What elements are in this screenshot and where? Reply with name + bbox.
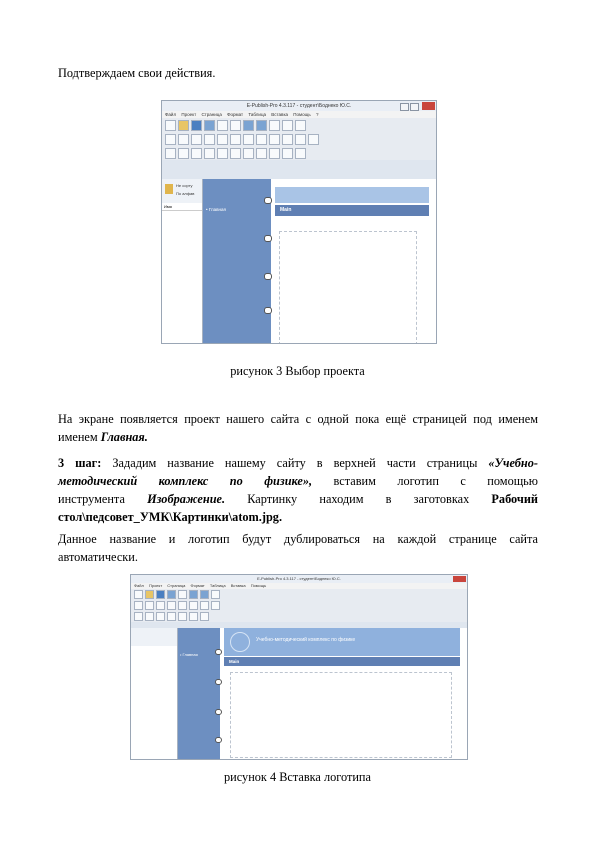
- settings-icon[interactable]: [217, 120, 228, 131]
- menu-help[interactable]: Помощь: [250, 583, 267, 588]
- tool-icon[interactable]: [230, 120, 241, 131]
- cut-icon[interactable]: [156, 601, 165, 610]
- line-icon[interactable]: [189, 612, 198, 621]
- toolbar-row-3: [131, 611, 467, 622]
- figure-caption-3: рисунок 3 Выбор проекта: [230, 364, 365, 378]
- add-page-icon[interactable]: [243, 120, 254, 131]
- brush-icon[interactable]: [243, 134, 254, 145]
- binder-ring: [215, 737, 222, 743]
- content-area[interactable]: [230, 672, 452, 758]
- table-icon[interactable]: [256, 148, 267, 159]
- window-title: E-Publish-Pro 4.3.117 - студент\Боднеко Ю.С.: [246, 103, 352, 109]
- paragraph-step-3: 3 шаг: Зададим название нашему сайту в верхней части страницы «Учебно- методический комплекс по физике», вставим логотип с помощью инструмента Изображение. Картинку находим в заготовках Рабочий стол\педсовет_УМК\Картинки\atom.jpg.: [58, 456, 539, 524]
- font-icon[interactable]: [211, 601, 220, 610]
- tool-name: Изображение.: [147, 492, 226, 506]
- window-titlebar: [131, 575, 467, 583]
- info-icon[interactable]: [200, 612, 209, 621]
- sort-options: [162, 179, 202, 203]
- arrow-icon[interactable]: [295, 120, 306, 131]
- site-title[interactable]: Учебно-методический комплекс по физике: [256, 637, 356, 643]
- project-panel: [162, 179, 203, 343]
- sort-none-option[interactable]: Не сорту: [176, 183, 193, 188]
- paste-icon[interactable]: [178, 601, 187, 610]
- align-right-icon[interactable]: [191, 148, 202, 159]
- underline-icon[interactable]: [282, 134, 293, 145]
- indent-icon[interactable]: [243, 148, 254, 159]
- sort-alpha-option[interactable]: По алфав: [176, 191, 195, 196]
- binder-ring: [264, 273, 272, 280]
- page-header-area[interactable]: [224, 628, 460, 656]
- step-text-1: Зададим название нашему сайту в верхней части страницы: [112, 456, 478, 470]
- bold-icon[interactable]: [256, 134, 267, 145]
- screenshot-logo-insert: [130, 574, 468, 760]
- table-icon[interactable]: [178, 612, 187, 621]
- menu-page[interactable]: Страница: [201, 112, 222, 117]
- copy-icon[interactable]: [167, 601, 176, 610]
- paragraph-duplicate: Данное название и логотип будут дублироваться на каждой странице сайта автоматически.: [58, 532, 538, 564]
- main-bar: Main: [224, 657, 460, 666]
- window-title: E-Publish-Pro 4.3.117 - студент\Боднеко Ю.С.: [257, 576, 341, 581]
- help-icon[interactable]: [269, 120, 280, 131]
- list-icon[interactable]: [217, 148, 228, 159]
- list-icon[interactable]: [167, 612, 176, 621]
- info-icon[interactable]: [295, 148, 306, 159]
- align-center-icon[interactable]: [178, 148, 189, 159]
- menu-project[interactable]: Проект: [148, 583, 163, 588]
- screenshot-project-select: [161, 100, 437, 344]
- folder-icon: [165, 184, 173, 194]
- binder-ring: [215, 649, 222, 655]
- site-navbar: [178, 628, 220, 759]
- binder-ring: [264, 197, 272, 204]
- nav-item-home[interactable]: • Главная: [180, 652, 198, 657]
- toolbar-row-1: [131, 589, 467, 600]
- numbered-list-icon[interactable]: [230, 148, 241, 159]
- list-header: Имя: [162, 203, 202, 211]
- close-button[interactable]: [422, 102, 435, 110]
- menu-page[interactable]: Страница: [167, 583, 186, 588]
- atom-logo-icon[interactable]: [230, 632, 250, 652]
- menu-insert[interactable]: Вставка: [271, 112, 289, 117]
- page-canvas: [220, 628, 467, 759]
- close-button[interactable]: [453, 576, 466, 582]
- open-folder-icon[interactable]: [145, 590, 154, 599]
- publish-icon[interactable]: [167, 590, 176, 599]
- color-icon[interactable]: [282, 148, 293, 159]
- menu-insert[interactable]: Вставка: [230, 583, 246, 588]
- menu-format[interactable]: Формат: [227, 112, 244, 117]
- paragraph-project-appears: [58, 410, 538, 446]
- undo-icon[interactable]: [165, 134, 176, 145]
- menu-bar: [162, 111, 436, 118]
- open-folder-icon[interactable]: [178, 120, 189, 131]
- para2-line-text: На экране появляется проект нашего сайта с одной пока ещё страницей под именем: [58, 412, 538, 426]
- page-name-emph: Главная.: [100, 430, 148, 444]
- remove-page-icon[interactable]: [256, 120, 267, 131]
- toolbar-row-2: [131, 600, 467, 611]
- binder-ring: [215, 679, 222, 685]
- step-label: 3 шаг:: [58, 456, 102, 470]
- menu-project[interactable]: Проект: [181, 112, 197, 117]
- cut-icon[interactable]: [191, 134, 202, 145]
- font-size-icon[interactable]: [308, 134, 319, 145]
- main-bar: Main: [275, 205, 429, 216]
- menu-help[interactable]: Помощь: [293, 112, 311, 117]
- align-right-icon[interactable]: [156, 612, 165, 621]
- menu-table[interactable]: Таблица: [248, 112, 267, 117]
- paste-icon[interactable]: [217, 134, 228, 145]
- settings-icon[interactable]: [178, 590, 187, 599]
- maximize-button[interactable]: [410, 103, 419, 111]
- site-navbar: [203, 179, 271, 343]
- project-panel: [131, 628, 178, 759]
- toolbar-row-2: [162, 132, 436, 146]
- binder-ring: [264, 235, 272, 242]
- italic-icon[interactable]: [269, 134, 280, 145]
- page-canvas: [271, 179, 436, 343]
- align-center-icon[interactable]: [145, 612, 154, 621]
- new-icon[interactable]: [134, 590, 143, 599]
- binder-ring: [215, 709, 222, 715]
- menu-format[interactable]: Формат: [190, 583, 205, 588]
- sort-options: [131, 628, 177, 646]
- publish-icon[interactable]: [204, 120, 215, 131]
- page-header-area[interactable]: [275, 187, 429, 203]
- image-icon[interactable]: [282, 120, 293, 131]
- figure-caption-4: рисунок 4 Вставка логотипа: [224, 770, 371, 784]
- save-icon[interactable]: [191, 120, 202, 131]
- toolbar-row-3: [162, 146, 436, 160]
- add-page-icon[interactable]: [189, 590, 198, 599]
- window-titlebar: [162, 101, 436, 111]
- justify-icon[interactable]: [204, 148, 215, 159]
- para2-cont: именем: [58, 430, 101, 444]
- redo-icon[interactable]: [178, 134, 189, 145]
- font-icon[interactable]: [295, 134, 306, 145]
- find-icon[interactable]: [230, 134, 241, 145]
- minimize-button[interactable]: [400, 103, 409, 111]
- align-left-icon[interactable]: [165, 148, 176, 159]
- line-icon[interactable]: [269, 148, 280, 159]
- toolbar-row-1: [162, 118, 436, 132]
- remove-page-icon[interactable]: [200, 590, 209, 599]
- redo-icon[interactable]: [145, 601, 154, 610]
- save-icon[interactable]: [156, 590, 165, 599]
- paragraph-confirm: Подтверждаем свои действия.: [58, 66, 216, 80]
- new-icon[interactable]: [165, 120, 176, 131]
- bold-icon[interactable]: [189, 601, 198, 610]
- copy-icon[interactable]: [204, 134, 215, 145]
- italic-icon[interactable]: [200, 601, 209, 610]
- menu-table[interactable]: Таблица: [209, 583, 226, 588]
- menu-file[interactable]: Файл: [134, 583, 144, 588]
- undo-icon[interactable]: [134, 601, 143, 610]
- help-icon[interactable]: [211, 590, 220, 599]
- binder-ring: [264, 307, 272, 314]
- align-left-icon[interactable]: [134, 612, 143, 621]
- menu-file[interactable]: Файл: [165, 112, 177, 117]
- content-area[interactable]: [279, 231, 417, 344]
- nav-item-home[interactable]: • Главная: [206, 207, 226, 212]
- menu-about[interactable]: ?: [315, 112, 319, 117]
